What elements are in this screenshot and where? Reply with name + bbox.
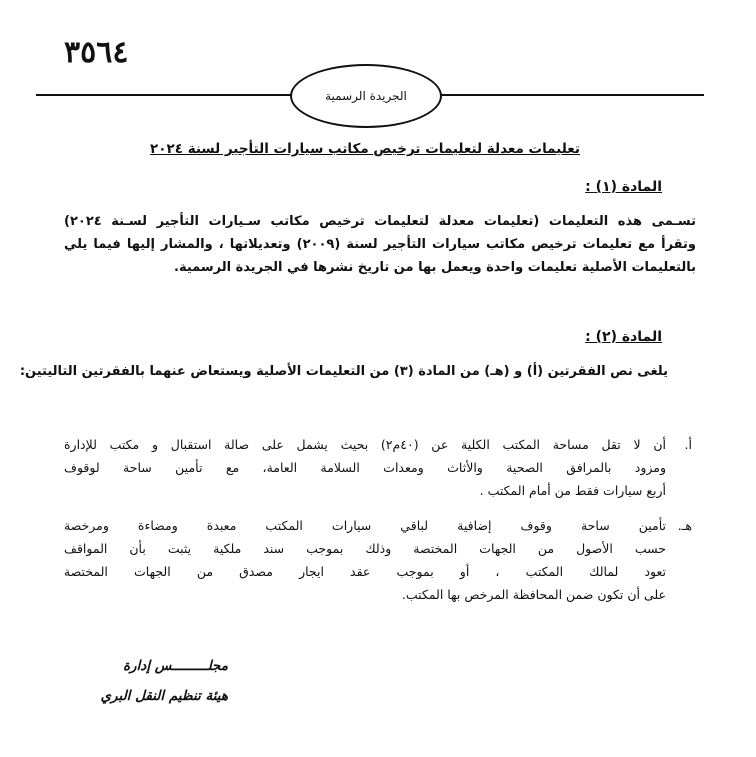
paragraph-h-line: تأمين ساحة وقوف إضافية لباقي سيارات المكتب معبدة ومضاءة ومرخصة — [64, 518, 666, 533]
article-1-heading: المادة (١) : — [585, 179, 662, 195]
paragraph-a-marker: أ. — [684, 437, 692, 452]
paragraph-h — [64, 514, 692, 606]
paragraph-h-line: تعود لمالك المكتب ، أو بموجب عقد ايجار مصدق من الجهات المختصة — [64, 564, 666, 579]
signature-authority: هيئة تنظيم النقل البري — [100, 688, 228, 704]
paragraph-a-line: أن لا تقل مساحة المكتب الكلية عن (٤٠م٢) بحيث يشمل على صالة استقبال و مكتب للإدارة — [64, 437, 666, 452]
paragraph-a-line: أربع سيارات فقط من أمام المكتب . — [479, 483, 666, 498]
signature-board: مجلـــــــــس إدارة — [122, 658, 228, 674]
paragraph-a-line: ومزود بالمرافق الصحية والأثاث ومعدات السلامة العامة، مع تأمين ساحة لوقوف — [64, 460, 666, 475]
document-title: تعليمات معدلة لتعليمات ترخيص مكاتب سيارات التأجير لسنة ٢٠٢٤ — [150, 141, 580, 157]
paragraph-h-line: حسب الأصول من الجهات المختصة وذلك بموجب سند ملكية يثبت بأن المواقف — [64, 541, 666, 556]
article-1-line: وتقرأ مع تعليمات ترخيص مكاتب سيارات التأجير لسنة (٢٠٠٩) وتعديلاتها ، والمشار إليها فيما يلي — [64, 237, 696, 252]
masthead-oval — [290, 64, 442, 128]
paragraph-a — [64, 433, 692, 502]
article-2-intro: يلغى نص الفقرتين (أ) و (هـ) من المادة (٣) من التعليمات الأصلية ويستعاض عنهما بالفقرتين التاليتين: — [19, 364, 668, 379]
paragraph-h-marker: هـ. — [677, 518, 692, 533]
article-2-heading: المادة (٢) : — [585, 329, 662, 345]
article-1-text — [64, 210, 696, 279]
page-number: ٣٥٦٤ — [64, 35, 129, 70]
paragraph-h-line: على أن تكون ضمن المحافظة المرخص بها المكتب. — [401, 587, 666, 602]
article-1-line: بالتعليمات الأصلية تعليمات واحدة ويعمل بها من تاريخ نشرها في الجريدة الرسمية. — [174, 260, 696, 275]
article-1-line: تسـمى هذه التعليمات (تعليمات معدلة لتعليمات ترخيص مكاتب سـيارات التأجير لسـنة ٢٠٢٤) — [64, 214, 696, 229]
masthead-title: الجريدة الرسمية — [325, 89, 407, 103]
